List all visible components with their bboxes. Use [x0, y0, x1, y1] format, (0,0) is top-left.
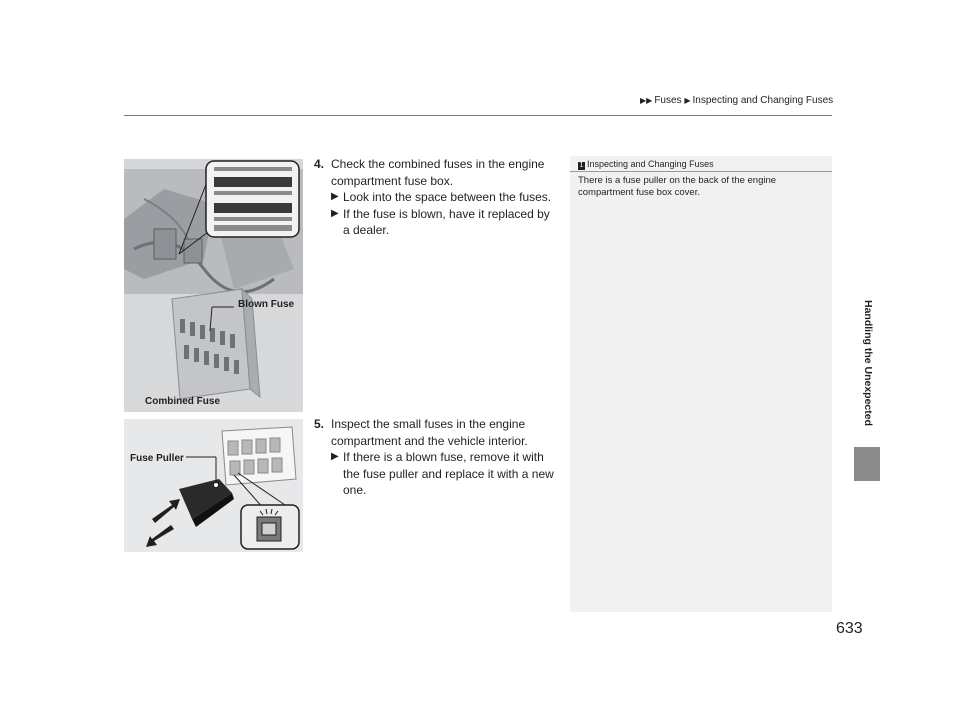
triangle-right-icon: ▶ — [331, 207, 339, 219]
blown-fuse-label: Blown Fuse — [238, 299, 295, 310]
chevron-right-icon: ▶ — [684, 96, 691, 105]
chapter-tab-label: Handling the Unexpected — [862, 300, 874, 427]
combined-fuse-label: Combined Fuse — [145, 396, 221, 407]
step-text: Check the combined fuses in the engine compartment fuse box. — [331, 157, 545, 188]
step-number: 5. — [314, 417, 325, 431]
chapter-tab-marker — [854, 447, 880, 481]
chevron-right-icon: ▶▶ — [640, 96, 653, 105]
breadcrumb-section: Fuses — [654, 95, 682, 106]
step-text: Inspect the small fuses in the engine compartment and the vehicle interior. — [331, 417, 528, 448]
fuse-puller-label: Fuse Puller — [130, 453, 184, 464]
note-divider — [570, 171, 832, 172]
header-divider — [124, 115, 832, 116]
step-4 — [314, 156, 559, 239]
combined-fuse-illustration — [124, 159, 303, 412]
page-number: 633 — [836, 620, 863, 637]
step-substep: If the fuse is blown, have it replaced by a dealer. — [343, 206, 550, 237]
triangle-right-icon: ▶ — [331, 191, 339, 202]
note-body: There is a fuse puller on the back of the engine compartment fuse box cover. — [578, 175, 777, 198]
step-number: 4. — [314, 157, 325, 171]
note-marker-icon: 1 — [579, 162, 584, 169]
side-note — [570, 156, 832, 612]
breadcrumb-topic: Inspecting and Changing Fuses — [692, 95, 834, 106]
note-title: 1 Inspecting and Changing Fuses — [579, 159, 714, 169]
step-substep: If there is a blown fuse, remove it with the fuse puller and replace it with a new one. — [343, 450, 554, 497]
step-substep: Look into the space between the fuses. — [343, 190, 552, 204]
fuse-puller-illustration — [124, 419, 303, 552]
step-5 — [314, 416, 559, 499]
triangle-right-icon: ▶ — [331, 451, 339, 462]
fuse-puller-drawing — [124, 419, 303, 552]
breadcrumb — [640, 95, 833, 106]
engine-compartment-drawing — [124, 159, 303, 412]
